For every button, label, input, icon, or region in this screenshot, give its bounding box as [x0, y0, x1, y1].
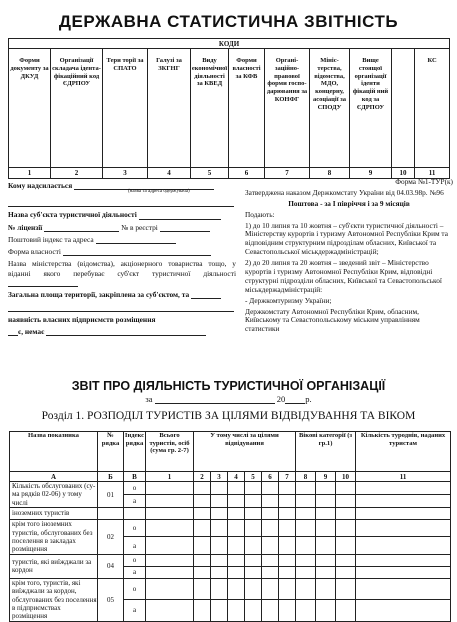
code-col-number: 9 [350, 168, 392, 179]
year-suffix: р. [305, 394, 312, 404]
code-col-label: КС [415, 49, 450, 168]
row-name: іноземних туристів [10, 508, 98, 520]
row-number [98, 508, 124, 520]
data-cell[interactable] [316, 508, 336, 520]
col-days: Кількість туроднів, наданих туристам [356, 432, 451, 472]
data-cell[interactable] [316, 566, 336, 578]
code-col-label [392, 49, 415, 168]
form-title: ДЕРЖАВНА СТАТИСТИЧНА ЗВІТНІСТЬ [58, 12, 399, 31]
code-col-number: 8 [310, 168, 350, 179]
data-cell[interactable] [296, 508, 316, 520]
table-row [10, 482, 451, 495]
data-cell[interactable] [296, 520, 316, 537]
data-cell[interactable] [146, 495, 194, 508]
row-name: крім того іноземних туристів, обслугованих без поселення в закладах розміщення [10, 520, 98, 555]
code-col-label: Організаційноправової форми господарювання за КОНФГ [265, 49, 310, 168]
section-title: Розділ 1. РОЗПОДІЛ ТУРИСТІВ ЗА ЦІЛЯМИ ВІДВІДУВАННЯ ТА ВІКОМ [41, 410, 416, 422]
data-cell[interactable] [336, 537, 356, 554]
data-cell[interactable] [228, 482, 245, 495]
data-cell[interactable] [211, 508, 228, 520]
registry-label: № в реєстрі [121, 222, 158, 232]
table-row [10, 578, 451, 599]
data-cell[interactable] [146, 537, 194, 554]
data-cell[interactable] [316, 537, 336, 554]
code-col-label: Форми власності за КФВ [229, 49, 265, 168]
code-col-label: Тери торії за СПАТО [103, 49, 148, 168]
data-cell[interactable] [262, 537, 279, 554]
data-cell[interactable] [228, 578, 245, 599]
subheader-cell: А [10, 472, 98, 482]
report-period [0, 394, 457, 404]
subheader-cell: В [124, 472, 146, 482]
row-index: а [124, 537, 146, 554]
row-index [124, 508, 146, 520]
col-name: Назва показника [10, 432, 98, 472]
data-cell[interactable] [262, 554, 279, 566]
data-cell[interactable] [146, 566, 194, 578]
row-name: Кількість обслугованих (сума рядків 02-06) у тому числі [10, 482, 98, 508]
data-cell[interactable] [211, 520, 228, 537]
instruction-2: 2) до 20 липня та 20 жовтня – зведений звіт – Міністерство курортів і туризму Автономної Республіки Крим, відповідні структурні підрозділи обласних, Київської та Севастопольської міськдержадміністрацій: [245, 258, 442, 294]
row-number: 04 [98, 554, 124, 578]
codes-header: КОДИ [9, 39, 450, 49]
code-col-number: 2 [51, 168, 103, 179]
data-cell[interactable] [356, 578, 451, 599]
data-cell[interactable] [296, 495, 316, 508]
data-cell[interactable] [356, 508, 451, 520]
instruction-4: Держкомстату Автономної Республіки Крим, обласним, Київському та Севастопольському міським управлінням статистики [245, 306, 420, 334]
data-cell[interactable] [336, 482, 356, 495]
to-whom-label: Кому надсилається [8, 181, 73, 190]
data-cell[interactable] [336, 520, 356, 537]
data-cell[interactable] [296, 482, 316, 495]
data-cell[interactable] [262, 508, 279, 520]
data-cell[interactable] [336, 554, 356, 566]
submit-label: Подають: [245, 209, 275, 219]
data-cell[interactable] [245, 495, 262, 508]
data-cell[interactable] [296, 554, 316, 566]
row-number: 01 [98, 482, 124, 508]
data-cell[interactable] [194, 578, 211, 599]
data-cell[interactable] [356, 537, 451, 554]
data-cell[interactable] [262, 520, 279, 537]
data-cell[interactable] [194, 554, 211, 566]
report-title: ЗВІТ ПРО ДІЯЛЬНІСТЬ ТУРИСТИЧНОЇ ОРГАНІЗАЦІЇ [71, 379, 386, 393]
data-cell[interactable] [228, 537, 245, 554]
data-cell[interactable] [356, 554, 451, 566]
code-col-number: 1 [9, 168, 51, 179]
instruction-3: - Держкомтуризму України; [245, 295, 332, 305]
data-cell[interactable] [146, 482, 194, 495]
data-cell[interactable] [211, 537, 228, 554]
row-index: о [124, 520, 146, 537]
subheader-cell: 11 [356, 472, 451, 482]
data-cell[interactable] [316, 520, 336, 537]
codes-table [8, 38, 450, 179]
data-cell[interactable] [316, 482, 336, 495]
data-cell[interactable] [279, 537, 296, 554]
row-index: о [124, 554, 146, 566]
col-index: Індекс рядка [124, 432, 146, 472]
period-year: 20 [276, 394, 286, 404]
data-cell[interactable] [279, 566, 296, 578]
data-cell[interactable] [228, 508, 245, 520]
table-row [10, 520, 451, 537]
subheader-cell: 9 [316, 472, 336, 482]
data-cell[interactable] [296, 537, 316, 554]
data-cell[interactable] [211, 495, 228, 508]
row-index: о [124, 482, 146, 495]
ministry-label: Назва міністерства (відомства), акціонерного товариства тощо, у віданні якого перебуває суб'єкт туристичної діяльності [8, 259, 236, 278]
data-cell[interactable] [336, 566, 356, 578]
table-row [10, 508, 451, 520]
col-age: Вікові категорії (з гр.1) [296, 432, 356, 472]
row-name: туристів, які виїжджали за кордон [10, 554, 98, 578]
yes-no-label: є, немає [18, 326, 45, 336]
code-col-number: 4 [148, 168, 191, 179]
data-cell[interactable] [316, 554, 336, 566]
data-cell[interactable] [336, 578, 356, 599]
data-cell[interactable] [245, 482, 262, 495]
data-cell[interactable] [211, 566, 228, 578]
data-cell[interactable] [194, 482, 211, 495]
row-number: 02 [98, 520, 124, 555]
subheader-cell: 5 [245, 472, 262, 482]
data-cell[interactable] [262, 482, 279, 495]
data-cell[interactable] [356, 520, 451, 537]
period-field[interactable] [155, 403, 275, 404]
code-col-label: Виду економічної діяльності за КВЕД [191, 49, 229, 168]
data-cell[interactable] [279, 578, 296, 599]
col-purpose: У тому числі за цілями відвідування [194, 432, 296, 472]
data-cell[interactable] [211, 482, 228, 495]
respondent-block [8, 181, 236, 339]
row-index: а [124, 600, 146, 621]
data-cell[interactable] [245, 537, 262, 554]
row-number: 05 [98, 578, 124, 621]
data-cell[interactable] [146, 520, 194, 537]
code-col-label: Галузі за ЗКГНГ [148, 49, 191, 168]
data-cell[interactable] [228, 554, 245, 566]
data-cell[interactable] [279, 508, 296, 520]
enterprises-label: наявність власних підприємств розміщення [8, 314, 156, 324]
data-cell[interactable] [316, 495, 336, 508]
col-total: Всього туристів, осіб (сума гр. 2-7) [146, 432, 194, 472]
data-cell[interactable] [262, 578, 279, 599]
area-label: Загальна площа території, закріплена за суб'єктом, та [8, 290, 190, 299]
row-index: а [124, 495, 146, 508]
data-cell[interactable] [279, 495, 296, 508]
form-number: Форма №1-ТУР(к) [395, 177, 453, 186]
data-cell[interactable] [356, 482, 451, 495]
data-cell[interactable] [356, 566, 451, 578]
data-cell[interactable] [245, 554, 262, 566]
code-col-number: 7 [265, 168, 310, 179]
data-cell[interactable] [146, 554, 194, 566]
data-cell[interactable] [356, 495, 451, 508]
ownership-label: Форма власності [8, 247, 61, 256]
data-cell[interactable] [146, 578, 194, 599]
year-field[interactable] [285, 403, 305, 404]
data-cell[interactable] [228, 495, 245, 508]
table-row [10, 554, 451, 566]
data-cell[interactable] [296, 566, 316, 578]
data-cell[interactable] [211, 578, 228, 599]
subheader-cell: 1 [146, 472, 194, 482]
data-cell[interactable] [245, 520, 262, 537]
row-index: о [124, 578, 146, 599]
subheader-cell: 7 [279, 472, 296, 482]
entity-name-label: Назва суб'єкта туристичної діяльності [8, 210, 137, 220]
row-name: крім того, туристів, які виїжджали за кордон, обслугованих без поселення в підприємствах розміщення [10, 578, 98, 621]
data-cell[interactable] [211, 554, 228, 566]
subheader-cell: 6 [262, 472, 279, 482]
data-cell[interactable] [279, 482, 296, 495]
mail-schedule: Поштова - за І півріччя і за 9 місяців [288, 198, 410, 208]
period-prefix: за [145, 394, 153, 404]
data-cell[interactable] [279, 520, 296, 537]
data-cell[interactable] [228, 566, 245, 578]
subheader-cell: 4 [228, 472, 245, 482]
data-cell[interactable] [194, 495, 211, 508]
data-cell[interactable] [245, 508, 262, 520]
data-cell[interactable] [194, 537, 211, 554]
code-col-label: Вище стоящої організації іденти фікацій ний код за ЄДРПОУ [350, 49, 392, 168]
subheader-cell: 2 [194, 472, 211, 482]
data-cell[interactable] [262, 566, 279, 578]
row-index: а [124, 566, 146, 578]
subheader-cell: Б [98, 472, 124, 482]
subheader-cell: 3 [211, 472, 228, 482]
subheader-cell: 10 [336, 472, 356, 482]
code-col-number: 10 [392, 168, 415, 179]
data-cell[interactable] [228, 520, 245, 537]
data-cell[interactable] [316, 578, 336, 599]
data-cell[interactable] [336, 508, 356, 520]
tourists-table [9, 431, 451, 622]
code-col-number: 3 [103, 168, 148, 179]
code-col-number: 11 [415, 168, 450, 179]
data-cell[interactable] [262, 495, 279, 508]
data-cell[interactable] [336, 495, 356, 508]
license-label: № ліцензії [8, 222, 43, 232]
instruction-1: 1) до 10 липня та 10 жовтня – суб'єкти туристичної діяльності – Міністерству курортів і туризму Автономної Республіки Крим та відповідним структурним підрозділам обласних, Київської та Севастопольської міськдержадміністрацій; [245, 220, 448, 257]
code-col-label: Міністерства, відомства, МДО, концерну, асоціації за СПОДУ [310, 49, 350, 168]
data-cell[interactable] [245, 578, 262, 599]
data-cell[interactable] [146, 508, 194, 520]
code-col-number: 5 [191, 168, 229, 179]
code-col-label: Форми документу за ДКУД [9, 49, 51, 168]
data-cell[interactable] [194, 520, 211, 537]
data-cell[interactable] [296, 578, 316, 599]
instructions-block [245, 178, 453, 336]
code-col-label: Організації складача ідентафікаційний код ЄДРПОУ [51, 49, 103, 168]
data-cell[interactable] [279, 554, 296, 566]
postal-label: Поштовий індекс та адреса [8, 234, 94, 244]
data-cell[interactable] [194, 566, 211, 578]
approval-text: Затверджена наказом Держкомстату України від 04.03.98р. №96 [245, 187, 444, 197]
data-cell[interactable] [194, 508, 211, 520]
subheader-cell: 8 [296, 472, 316, 482]
to-whom-hint: (назва та адреса одержувача) [128, 189, 190, 194]
col-row: № рядка [98, 432, 124, 472]
code-col-number: 6 [229, 168, 265, 179]
data-cell[interactable] [245, 566, 262, 578]
